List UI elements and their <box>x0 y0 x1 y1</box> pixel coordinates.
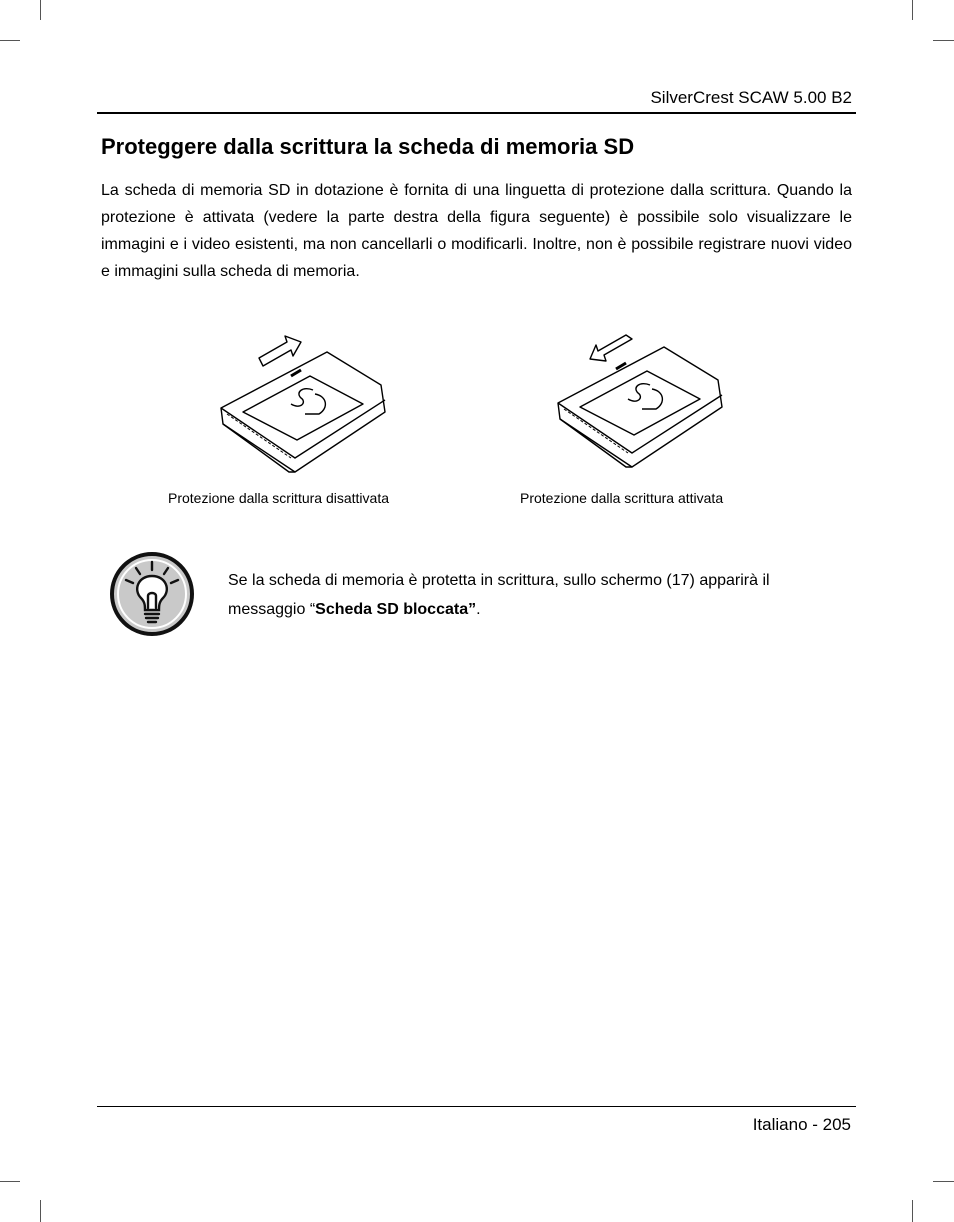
figure-caption-disabled: Protezione dalla scrittura disattivata <box>168 490 389 506</box>
note-message: Scheda SD bloccata” <box>315 601 477 618</box>
header-rule <box>97 112 856 114</box>
note-text-start: Se la scheda di memoria è protetta in scrittura, sullo schermo (17) apparirà il messaggio “ <box>228 572 770 618</box>
intro-paragraph: La scheda di memoria SD in dotazione è fornita di una linguetta di protezione dalla scrittura. Quando la protezione è attivata (vedere la parte destra della figura seguente) è possibile solo visualizzare le immagini e i video esistenti, ma non cancellarli o modificarli. Inoltre, non è possibile registrare nuovi video e immagini sulla scheda di memoria. <box>101 182 852 280</box>
crop-mark <box>40 0 41 20</box>
crop-mark <box>912 0 913 20</box>
section-heading: Proteggere dalla scrittura la scheda di memoria SD <box>101 134 635 159</box>
note-text-end: . <box>476 601 481 618</box>
crop-mark <box>40 1200 41 1222</box>
page-number: Italiano - 205 <box>752 1115 851 1134</box>
footer-rule <box>97 1106 856 1107</box>
crop-mark <box>933 1181 954 1182</box>
lightbulb-icon <box>108 550 196 638</box>
crop-mark <box>933 40 954 41</box>
header-title: SilverCrest SCAW 5.00 B2 <box>650 88 852 107</box>
sd-card-unlocked-icon <box>215 330 395 480</box>
figure-caption-enabled: Protezione dalla scrittura attivata <box>520 490 724 506</box>
note-text <box>228 566 850 624</box>
sd-card-locked-icon <box>552 325 732 475</box>
crop-mark <box>0 40 20 41</box>
crop-mark <box>0 1181 20 1182</box>
crop-mark <box>912 1200 913 1222</box>
